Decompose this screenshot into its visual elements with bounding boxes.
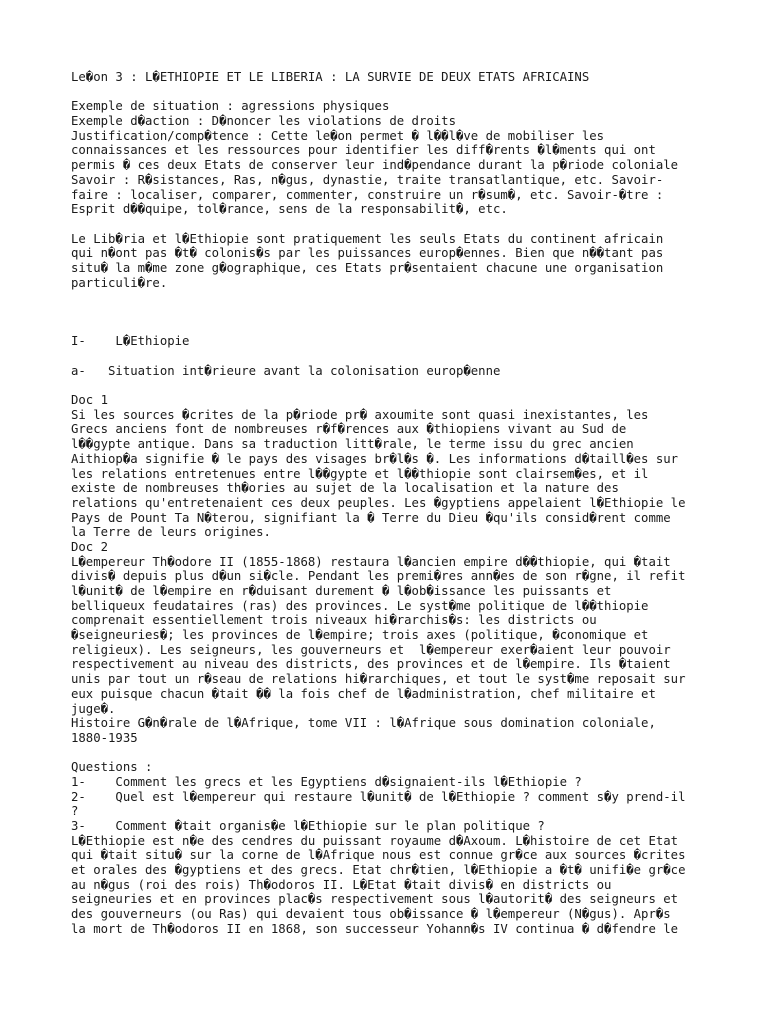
closing-line: et orales des �gyptiens et des grecs. Etat chr�tien, l�Ethiopie a �t� unifi�e gr�ce — [71, 863, 686, 878]
overview-line: qui n�ont pas �t� colonis�s par les puissances europ�ennes. Bien que n��tant pas — [71, 246, 664, 261]
intro-line: permis � ces deux Etats de conserver leur ind�pendance durant la p�riode coloniale — [71, 158, 679, 173]
overview-line: particuli�re. — [71, 275, 168, 290]
question-item: ? — [71, 804, 79, 819]
doc1-line: Grecs anciens font de nombreuses r�f�rences aux �thiopiens vivant au Sud de — [71, 422, 627, 437]
doc2-line: juge�. — [71, 701, 116, 716]
doc2-line: religieux). Les seigneurs, les gouverneurs et l�empereur exer�aient leur pouvoir — [71, 642, 671, 657]
doc2-line: divis� depuis plus d�un si�cle. Pendant les premi�res ann�es de son r�gne, il refit — [71, 569, 686, 584]
spacer — [71, 290, 711, 334]
closing-line: seigneuries et en provinces plac�s respectivement sous l�autorit� des seigneurs et — [71, 892, 679, 907]
section-heading: I- L�Ethiopie — [71, 334, 190, 349]
document-page — [71, 70, 711, 937]
closing-line: L�Ethiopie est n�e des cendres du puissant royaume d�Axoum. L�histoire de cet Etat — [71, 833, 679, 848]
spacer — [71, 217, 711, 232]
subsection-heading: a- Situation int�rieure avant la colonisation europ�enne — [71, 363, 501, 378]
question-item: 3- Comment �tait organis�e l�Ethiopie sur le plan politique ? — [71, 819, 545, 833]
questions-block — [71, 760, 711, 833]
spacer — [71, 378, 711, 393]
questions-label: Questions : — [71, 760, 153, 775]
doc2-block — [71, 540, 711, 746]
overview-paragraph — [71, 232, 711, 291]
doc1-line: Aithiop�a signifie � le pays des visages br�l�s �. Les informations d�taill�es sur — [71, 451, 679, 466]
closing-line: au n�gus (roi des rois) Th�odoros II. L�Etat �tait divis� en districts ou — [71, 877, 612, 892]
closing-line: la mort de Th�odoros II en 1868, son successeur Yohann�s IV continua � d�fendre le — [71, 921, 679, 936]
spacer — [71, 349, 711, 364]
closing-paragraph — [71, 834, 711, 937]
doc2-source: 1880-1935 — [71, 730, 138, 745]
doc2-line: unis par tout un r�seau de relations hi�rarchiques, et tout le syst�me reposait sur — [71, 672, 686, 687]
doc2-line: comprenait essentiellement trois niveaux hi�rarchis�s: les districts ou — [71, 613, 597, 628]
intro-line: Esprit d��quipe, tol�rance, sens de la responsabilit�, etc. — [71, 202, 508, 217]
doc1-line: l��gypte antique. Dans sa traduction litt�rale, le terme issu du grec ancien — [71, 437, 634, 452]
doc2-line: belliqueux feudataires (ras) des provinces. Le syst�me politique de l��thiopie — [71, 598, 649, 613]
doc1-line: Si les sources �crites de la p�riode pr� axoumite sont quasi inexistantes, les — [71, 407, 649, 422]
doc2-source: Histoire G�n�rale de l�Afrique, tome VII : l�Afrique sous domination coloniale, — [71, 716, 656, 731]
doc1-line: existe de nombreuses th�ories au sujet de la localisation et la nature des — [71, 481, 619, 496]
doc1-label: Doc 1 — [71, 393, 109, 408]
lesson-title: Le�on 3 : L�ETHIOPIE ET LE LIBERIA : LA SURVIE DE DEUX ETATS AFRICAINS — [71, 70, 590, 84]
overview-line: situ� la m�me zone g�ographique, ces Etats pr�sentaient chacune une organisation — [71, 260, 664, 275]
doc1-block — [71, 393, 711, 540]
intro-line: Exemple d�action : D�noncer les violations de droits — [71, 114, 456, 129]
doc1-line: la Terre de leurs origines. — [71, 525, 271, 540]
doc2-line: L�empereur Th�odore II (1855-1868) restaura l�ancien empire d��thiopie, qui �tait — [71, 554, 671, 569]
intro-line: connaissances et les ressources pour identifier les diff�rents �l�ments qui ont — [71, 143, 656, 158]
doc2-line: eux puisque chacun �tait �� la fois chef de l�administration, chef militaire et — [71, 686, 656, 701]
doc2-line: respectivement au niveau des districts, des provinces et de l�empire. Ils �taient — [71, 657, 671, 672]
doc1-line: les relations entretenues entre l��gypte et l��thiopie sont clairsem�es, et il — [71, 466, 649, 481]
question-item: 1- Comment les grecs et les Egyptiens d�signaient-ils l�Ethiopie ? — [71, 774, 582, 789]
doc2-line: l�unit� de l�empire en r�duisant durement � l�ob�issance les puissants et — [71, 584, 612, 598]
intro-block — [71, 99, 711, 217]
closing-line: qui �tait situ� sur la corne de l�Afrique nous est connue gr�ce aux sources �crites — [71, 848, 686, 863]
spacer — [71, 85, 711, 100]
question-item: 2- Quel est l�empereur qui restaure l�unit� de l�Ethiopie ? comment s�y prend-il — [71, 789, 686, 804]
doc2-line: �seigneuries�; les provinces de l�empire; trois axes (politique, �conomique et — [71, 628, 649, 643]
doc1-line: Pays de Pount Ta N�terou, signifiant la � Terre du Dieu �qu'ils consid�rent comme — [71, 510, 671, 525]
spacer — [71, 746, 711, 761]
intro-line: Savoir : R�sistances, Ras, n�gus, dynastie, traite transatlantique, etc. Savoir- — [71, 172, 664, 187]
doc1-line: relations qu'entretenaient ces deux peuples. Les �gyptiens appelaient l�Ethiopie le — [71, 495, 686, 510]
doc2-label: Doc 2 — [71, 539, 109, 554]
overview-line: Le Lib�ria et l�Ethiopie sont pratiquement les seuls Etats du continent africain — [71, 231, 664, 246]
intro-line: Exemple de situation : agressions physiques — [71, 99, 390, 114]
closing-line: des gouverneurs (ou Ras) qui devaient tous ob�issance � l�empereur (N�gus). Apr�s — [71, 907, 671, 922]
intro-line: faire : localiser, comparer, commenter, construire un r�sum�, etc. Savoir-�tre : — [71, 187, 664, 202]
intro-line: Justification/comp�tence : Cette le�on permet � l��l�ve de mobiliser les — [71, 128, 605, 143]
